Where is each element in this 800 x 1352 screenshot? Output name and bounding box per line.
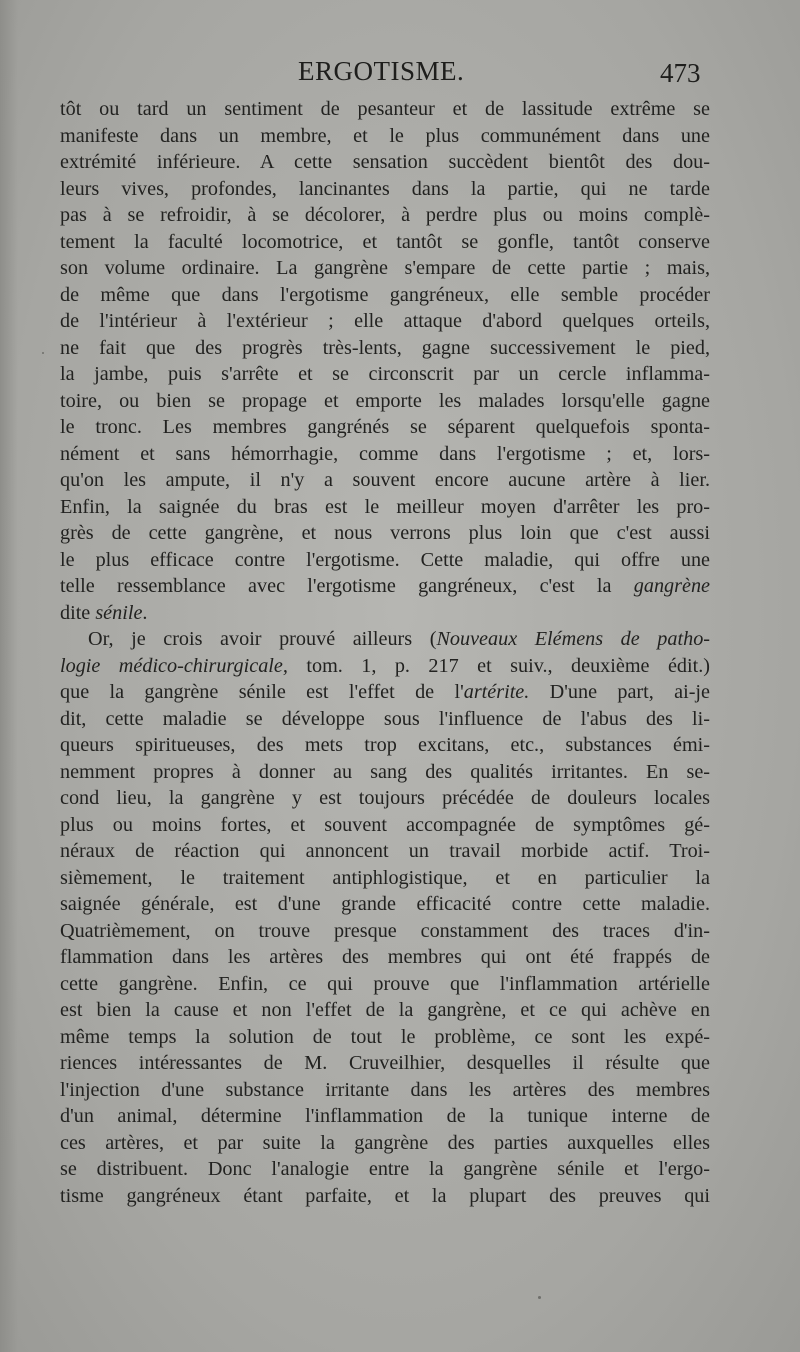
text-line: Quatrièmement, on trouve presque constamment des traces d'in- [60,919,710,942]
text-line: de l'intérieur à l'extérieur ; elle attaque d'abord quelques orteils, [60,310,710,332]
text-span: dite [60,601,96,624]
text-line: de même que dans l'ergotisme gangréneux, elle semble procéder [60,283,710,306]
italic-term: artérite. [463,681,530,703]
text-line [60,626,710,653]
text-span: D'une part, ai-je [529,681,710,703]
text-line: tement la faculté locomotrice, et tantôt se gonfle, tantôt conserve [60,230,710,253]
paragraph-2 [60,626,710,1209]
text-line: toire, ou bien se propage et emporte les malades lorsqu'elle gagne [60,389,710,412]
paragraph-1 [60,96,710,626]
page-number: 473 [660,58,701,88]
text-line: d'un animal, détermine l'inflammation de la tunique interne de [60,1105,710,1127]
text-line: ne fait que des progrès très-lents, gagne successivement le pied, [60,336,710,359]
text-line: la jambe, puis s'arrête et se circonscrit par un cercle inflamma- [60,363,710,385]
text-line: saignée générale, est d'une grande efficacité contre cette maladie. [60,893,710,915]
paper-speck [538,1296,541,1299]
text-line: sièmement, le traitement antiphlogistique, et en particulier la [60,866,710,889]
body-text [60,96,710,1209]
italic-term: gangrène [633,575,710,597]
text-span: tom. 1, p. 217 et suiv., deuxième édit.) [287,654,710,677]
text-line: cond lieu, la gangrène y est toujours précédée de douleurs locales [60,787,710,809]
text-line: nément et sans hémorrhagie, comme dans l'ergotisme ; et, lors- [60,442,710,465]
text-line: manifeste dans un membre, et le plus communément dans une [60,124,710,147]
text-line: plus ou moins fortes, et souvent accompagnée de symptômes gé- [60,813,710,836]
text-line [60,600,710,627]
italic-citation: logie médico-chirurgicale, [60,654,288,677]
text-span: . [142,601,148,624]
paper-speck [42,352,44,354]
text-line: extrémité inférieure. A cette sensation succèdent bientôt des dou- [60,151,710,173]
text-line: cette gangrène. Enfin, ce qui prouve que l'inflammation artérielle [60,972,710,995]
text-line: se distribuent. Donc l'analogie entre la gangrène sénile et l'ergo- [60,1158,710,1180]
text-line [60,573,710,600]
text-line: nemment propres à donner au sang des qualités irritantes. En se- [60,760,710,783]
text-line: même temps la solution de tout le problème, ce sont les expé- [60,1025,710,1048]
text-span: telle ressemblance avec l'ergotisme gangréneux, c'est la [60,575,634,597]
italic-term: sénile [95,601,143,624]
text-span: Or, je crois avoir prouvé ailleurs ( [88,628,437,650]
text-line: l'injection d'une substance irritante dans les artères des membres [60,1078,710,1101]
text-line: dit, cette maladie se développe sous l'influence de l'abus des li- [60,707,710,730]
text-line [60,653,710,680]
text-line: flammation dans les artères des membres qui ont été frappés de [60,946,710,968]
text-line: ces artères, et par suite la gangrène des parties auxquelles elles [60,1131,710,1154]
text-span: que la gangrène sénile est l'effet de l' [60,681,464,703]
italic-citation: Nouveaux Elémens de patho- [436,628,711,650]
text-line: leurs vives, profondes, lancinantes dans la partie, qui ne tarde [60,177,710,200]
text-line: néraux de réaction qui annoncent un travail morbide actif. Troi- [60,840,710,862]
text-line: riences intéressantes de M. Cruveilhier, desquelles il résulte que [60,1052,710,1074]
text-line [60,679,710,706]
text-line: tôt ou tard un sentiment de pesanteur et de lassitude extrême se [60,98,710,120]
text-line: Enfin, la saignée du bras est le meilleur moyen d'arrêter les pro- [60,495,710,518]
text-line: qu'on les ampute, il n'y a souvent encore aucune artère à lier. [60,469,710,491]
text-line: pas à se refroidir, à se décolorer, à perdre plus ou moins complè- [60,204,710,226]
running-title: ERGOTISME. [298,56,465,86]
text-line: le tronc. Les membres gangrénés se séparent quelquefois sponta- [60,416,710,438]
text-line: son volume ordinaire. La gangrène s'empare de cette partie ; mais, [60,257,710,279]
text-line: est bien la cause et non l'effet de la gangrène, et ce qui achève en [60,999,710,1021]
text-line: tisme gangréneux étant parfaite, et la plupart des preuves qui [60,1184,710,1207]
text-line: queurs spiritueuses, des mets trop excitans, etc., substances émi- [60,734,710,756]
page-header [0,52,800,92]
text-line: grès de cette gangrène, et nous verrons plus loin que c'est aussi [60,522,710,544]
text-line: le plus efficace contre l'ergotisme. Cette maladie, qui offre une [60,548,710,571]
page-spine-shadow [0,0,18,1352]
